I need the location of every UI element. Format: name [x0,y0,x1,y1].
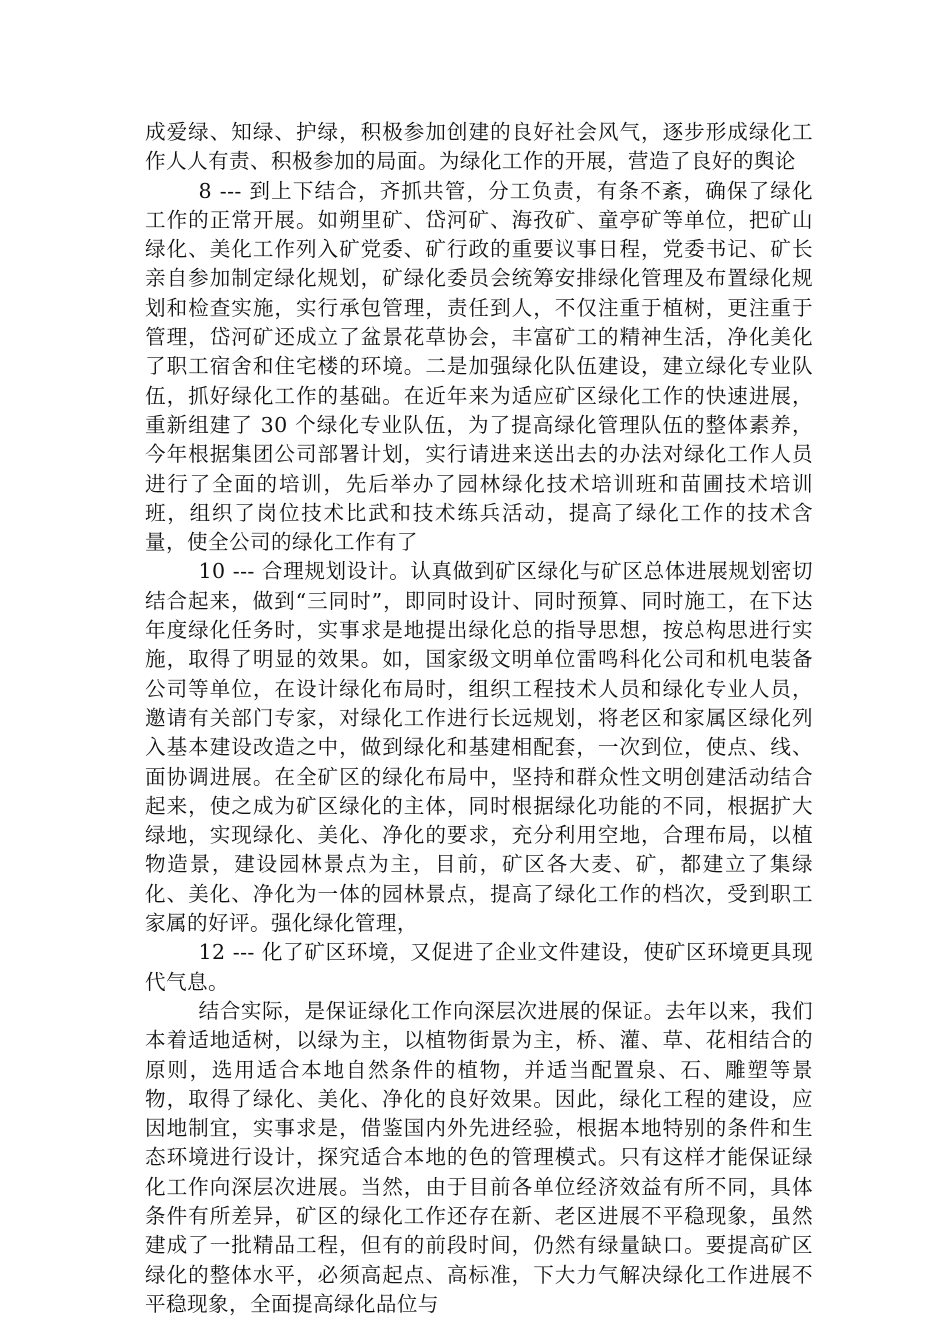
paragraph-1: 成爱绿、知绿、护绿，积极参加创建的良好社会风气，逐步形成绿化工作人人有责、积极参加的局面。为绿化工作的开展，营造了良好的舆论 [145,120,813,174]
paragraph-4: 12 --- 化了矿区环境，又促进了企业文件建设，使矿区环境更具现代气息。 [145,940,813,994]
paragraph-5: 结合实际，是保证绿化工作向深层次进展的保证。去年以来，我们本着适地适树，以绿为主，以植物街景为主，桥、灌、草、花相结合的原则，选用适合本地自然条件的植物，并适当配置泉、石、雕塑等景物，取得了绿化、美化、净化的良好效果。因此，绿化工程的建设，应因地制宜，实事求是，借鉴国内外先进经验，根据本地特别的条件和生态环境进行设计，探究适合本地的色的管理模式。只有这样才能保证绿化工作向深层次进展。当然，由于目前各单位经济效益有所不同，具体条件有所差异，矿区的绿化工作还存在新、老区进展不平稳现象，虽然建成了一批精品工程，但有的前段时间，仍然有绿量缺口。要提高矿区绿化的整体水平，必须高起点、高标准，下大力气解决绿化工作进展不平稳现象，全面提高绿化品位与 [145,998,813,1316]
document-body [145,118,813,1319]
paragraph-3: 10 --- 合理规划设计。认真做到矿区绿化与矿区总体进展规划密切结合起来，做到“三同时”，即同时设计、同时预算、同时施工，在下达年度绿化任务时，实事求是地提出绿化总的指导思想，按总构思进行实施，取得了明显的效果。如，国家级文明单位雷鸣科化公司和机电装备公司等单位，在设计绿化布局时，组织工程技术人员和绿化专业人员，邀请有关部门专家，对绿化工作进行长远规划，将老区和家属区绿化列入基本建设改造之中，做到绿化和基建相配套，一次到位，使点、线、面协调进展。在全矿区的绿化布局中，坚持和群众性文明创建活动结合起来，使之成为矿区绿化的主体，同时根据绿化功能的不同，根据扩大绿地，实现绿化、美化、净化的要求，充分利用空地，合理布局，以植物造景，建设园林景点为主，目前，矿区各大麦、矿，都建立了集绿化、美化、净化为一体的园林景点，提高了绿化工作的档次，受到职工家属的好评。强化绿化管理， [145,559,813,936]
paragraph-2: 8 --- 到上下结合，齐抓共管，分工负责，有条不紊，确保了绿化工作的正常开展。如朔里矿、岱河矿、海孜矿、童亭矿等单位，把矿山绿化、美化工作列入矿党委、矿行政的重要议事日程，党委书记、矿长亲自参加制定绿化规划，矿绿化委员会统筹安排绿化管理及布置绿化规划和检查实施，实行承包管理，责任到人，不仅注重于植树，更注重于管理，岱河矿还成立了盆景花草协会，丰富矿工的精神生活，净化美化了职工宿舍和住宅楼的环境。二是加强绿化队伍建设，建立绿化专业队伍，抓好绿化工作的基础。在近年来为适应矿区绿化工作的快速进展，重新组建了 30 个绿化专业队伍，为了提高绿化管理队伍的整体素养，今年根据集团公司部署计划，实行请进来送出去的办法对绿化工作人员进行了全面的培训，先后举办了园林绿化技术培训班和苗圃技术培训班，组织了岗位技术比武和技术练兵活动，提高了绿化工作的技术含量，使全公司的绿化工作有了 [145,178,813,555]
